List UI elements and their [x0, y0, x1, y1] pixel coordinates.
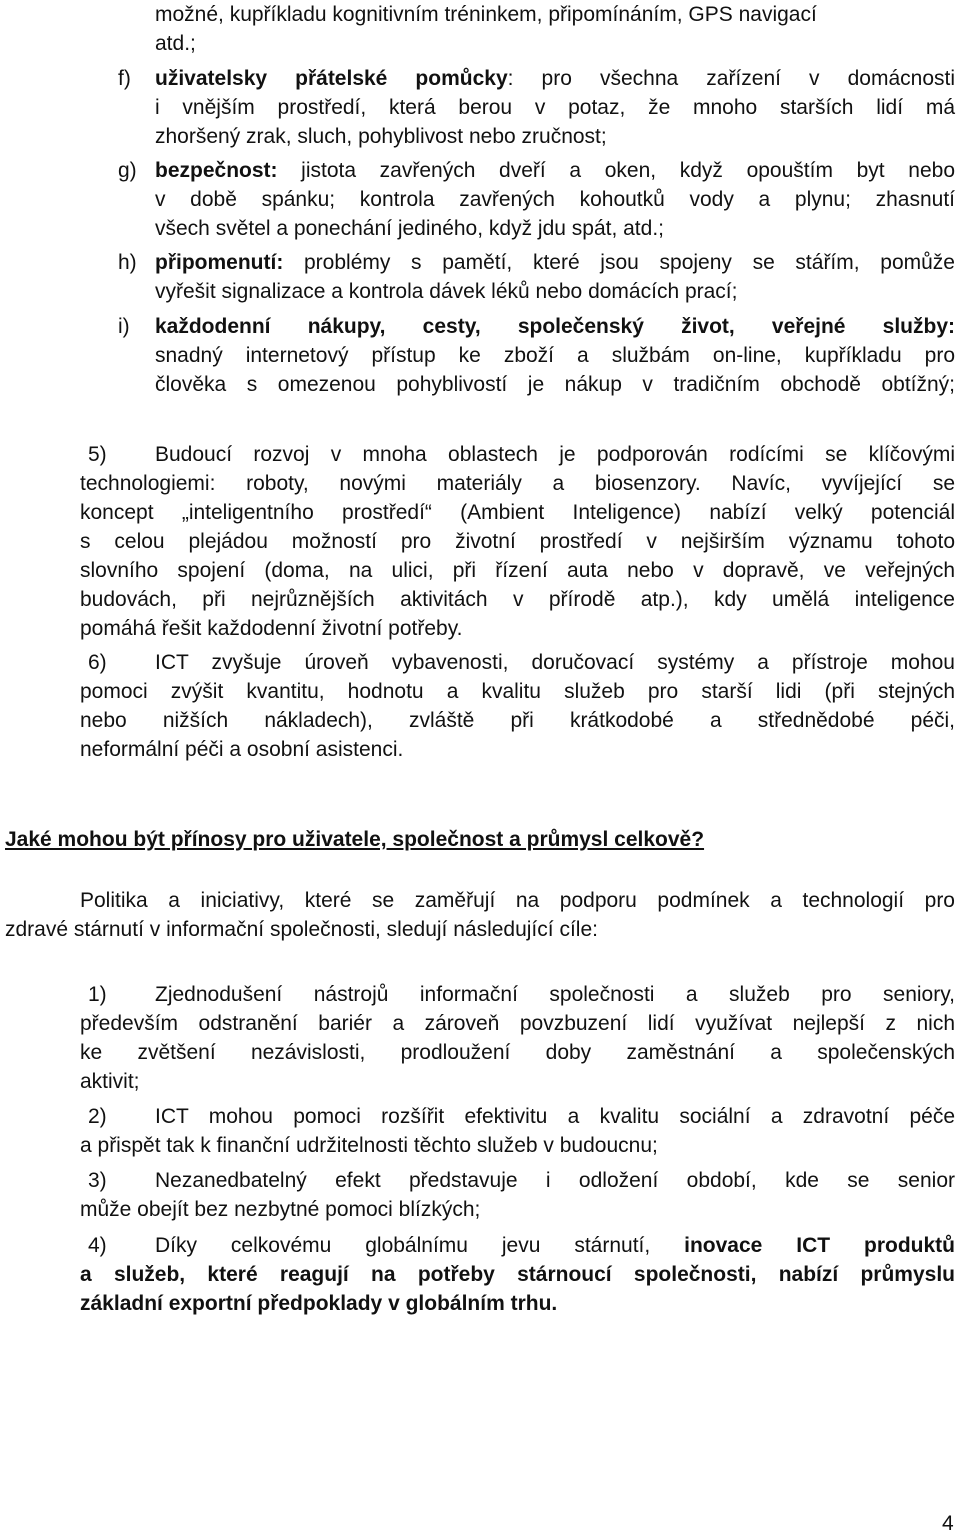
paragraph-number: 5) — [88, 443, 107, 466]
list-marker: i) — [118, 315, 130, 338]
list-item-line — [155, 156, 955, 185]
paragraph-line: Budoucí rozvoj v mnoha oblastech je podporován rodícími se klíčovými — [155, 443, 955, 466]
goal-line: základní exportní předpoklady v globálním trhu. — [80, 1292, 558, 1315]
goal-bold: inovace ICT produktů — [684, 1234, 955, 1257]
paragraph-line: nebo nižších nákladech), zvláště při krátkodobé a střednědobé péči, — [80, 709, 955, 732]
intro-line: Politika a iniciativy, které se zaměřují na podporu podmínek a technologií pro — [80, 889, 955, 912]
section-heading: Jaké mohou být přínosy pro uživatele, společnost a průmysl celkově? — [5, 828, 705, 851]
list-marker: h) — [118, 251, 137, 274]
goal-line: Nezanedbatelný efekt představuje i odložení období, kde se senior — [155, 1169, 955, 1192]
list-item-line: snadný internetový přístup ke zboží a službám on-line, kupříkladu pro — [155, 344, 955, 367]
list-item-bold: připomenutí: — [155, 251, 284, 274]
list-item-line — [155, 64, 955, 93]
list-item-bold: každodenní nákupy, cesty, společenský život, veřejné služby: — [155, 315, 955, 338]
paragraph-line: technologiemi: roboty, novými materiály a biosenzory. Navíc, vyvíjející se — [80, 472, 955, 495]
goal-number: 4) — [88, 1234, 107, 1257]
list-item-text: jistota zavřených dveří a oken, když opouštím byt nebo — [277, 159, 955, 182]
goal-line: ICT mohou pomoci rozšířit efektivitu a kvalitu sociální a zdravotní péče — [155, 1105, 955, 1128]
paragraph-number: 6) — [88, 651, 107, 674]
list-item-line: atd.; — [155, 32, 196, 55]
list-item-line: možné, kupříkladu kognitivním tréninkem, připomínáním, GPS navigací — [155, 3, 817, 26]
intro-line: zdravé stárnutí v informační společnosti, sledují následující cíle: — [5, 918, 598, 941]
paragraph-line: pomáhá řešit každodenní životní potřeby. — [80, 617, 463, 640]
goal-line: a služeb, které reagují na potřeby stárnoucí společnosti, nabízí průmyslu — [80, 1263, 955, 1286]
goal-line: ke zvětšení nezávislosti, prodloužení doby zaměstnání a společenských — [80, 1041, 955, 1064]
list-item-bold: bezpečnost: — [155, 159, 278, 182]
list-item-line — [155, 248, 955, 277]
list-item-line: všech světel a ponechání jediného, když jdu spát, atd.; — [155, 217, 664, 240]
list-item-line: člověka s omezenou pohyblivostí je nákup v tradičním obchodě obtížný; — [155, 373, 955, 396]
goal-text: Díky celkovému globálnímu jevu stárnutí, — [155, 1234, 685, 1257]
list-item-line: i vnějším prostředí, která berou v potaz, že mnoho starších lidí má — [155, 96, 955, 119]
paragraph-line: s celou plejádou možností pro životní prostředí v nejširším významu tohoto — [80, 530, 955, 553]
list-item-bold: uživatelsky přátelské pomůcky — [155, 67, 508, 90]
list-item-line: zhoršený zrak, sluch, pohyblivost nebo zručnost; — [155, 125, 607, 148]
paragraph-line: neformální péči a osobní asistenci. — [80, 738, 404, 761]
goal-number: 2) — [88, 1105, 107, 1128]
paragraph-line: ICT zvyšuje úroveň vybavenosti, doručovací systémy a přístroje mohou — [155, 651, 955, 674]
list-item-text: : pro všechna zařízení v domácnosti — [507, 67, 955, 90]
goal-line: Zjednodušení nástrojů informační společnosti a služeb pro seniory, — [155, 983, 955, 1006]
list-marker: g) — [118, 159, 137, 182]
goal-line — [155, 1231, 955, 1260]
list-item-text: problémy s pamětí, které jsou spojeny se stářím, pomůže — [283, 251, 955, 274]
paragraph-line: pomoci zvýšit kvantitu, hodnotu a kvalitu služeb pro starší lidi (při stejných — [80, 680, 955, 703]
goal-line: může obejít bez nezbytné pomoci blízkých; — [80, 1198, 481, 1221]
goal-number: 1) — [88, 983, 107, 1006]
goal-number: 3) — [88, 1169, 107, 1192]
goal-line: a přispět tak k finanční udržitelnosti těchto služeb v budoucnu; — [80, 1134, 658, 1157]
goal-line: především odstranění bariér a zároveň povzbuzení lidí využívat nejlepší z nich — [80, 1012, 955, 1035]
goal-line: aktivit; — [80, 1070, 140, 1093]
list-item-line: v době spánku; kontrola zavřených kohoutků vody a plynu; zhasnutí — [155, 188, 955, 211]
paragraph-line: slovního spojení (doma, na ulici, při řízení auta nebo v dopravě, ve veřejných — [80, 559, 955, 582]
list-marker: f) — [118, 67, 131, 90]
paragraph-line: koncept „inteligentního prostředí“ (Ambient Inteligence) nabízí velký potenciál — [80, 501, 955, 524]
paragraph-line: budovách, při nejrůznějších aktivitách v přírodě atp.), kdy umělá inteligence — [80, 588, 955, 611]
list-item-line — [155, 312, 955, 341]
page-number: 4 — [942, 1512, 954, 1535]
list-item-line: vyřešit signalizace a kontrola dávek léků nebo domácích prací; — [155, 280, 738, 303]
